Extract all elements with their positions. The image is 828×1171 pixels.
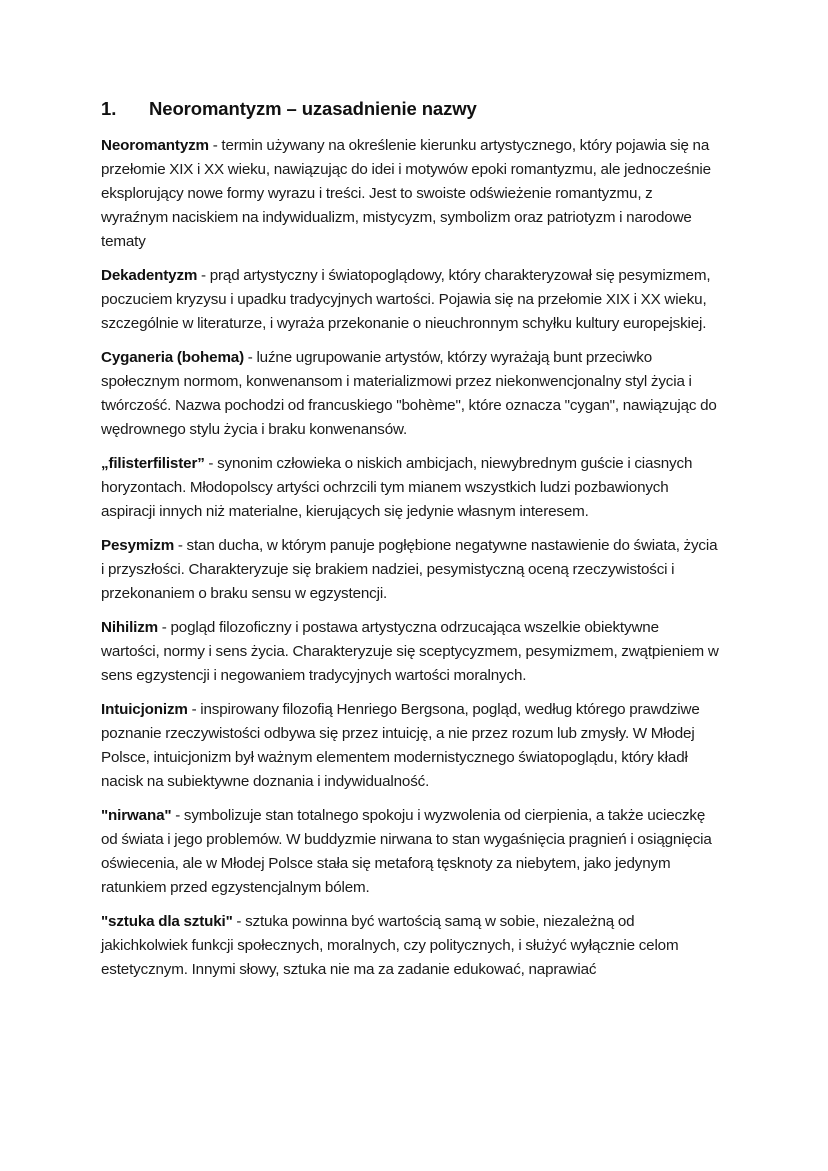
term: Intuicjonizm — [101, 701, 188, 718]
definition: - synonim człowieka o niskich ambicjach, niewybrednym guście i ciasnych horyzontach. Młodopolscy artyści ochrzcili tym mianem wszystkich ludzi pozbawionych aspiracji innych niż materialne, kierujących się jedynie własnym interesem. — [101, 455, 693, 520]
definition-entry-nirwana — [101, 804, 721, 900]
definition-entry-neoromantyzm — [101, 134, 721, 254]
definition: - stan ducha, w którym panuje pogłębione negatywne nastawienie do świata, życia i przyszłości. Charakteryzuje się brakiem nadziei, pesymistyczną oceną rzeczywistości i przekonaniem o braku sensu w egzystencji. — [101, 537, 718, 602]
section-title: Neoromantyzm – uzasadnienie nazwy — [149, 98, 477, 119]
definition-entry-pesymizm — [101, 534, 721, 606]
term: Pesymizm — [101, 537, 175, 554]
definition-entry-dekadentyzm — [101, 264, 721, 336]
definition: - symbolizuje stan totalnego spokoju i wyzwolenia od cierpienia, a także ucieczkę od świata i jego problemów. W buddyzmie nirwana to stan wygaśnięcia pragnień i osiągnięcia oświecenia, ale w Młodej Polsce stała się metaforą tęsknoty za niebytem, jako jedynym ratunkiem przed egzystencjalnym bólem. — [101, 807, 712, 896]
term: Nihilizm — [101, 619, 159, 636]
term: Neoromantyzm — [101, 137, 209, 154]
definition: - inspirowany filozofią Henriego Bergsona, pogląd, według którego prawdziwe poznanie rzeczywistości odbywa się przez intuicję, a nie przez rozum lub zmysły. W Młodej Polsce, intuicjonizm był ważnym elementem modernistycznego światopoglądu, który kładł nacisk na subiektywne doznania i indywidualność. — [101, 701, 700, 790]
term: Dekadentyzm — [101, 267, 198, 284]
definition: - luźne ugrupowanie artystów, którzy wyrażają bunt przeciwko społecznym normom, konwenansom i materializmowi przez niekonwencjonalny styl życia i twórczość. Nazwa pochodzi od francuskiego "bohème", które oznacza "cygan", nawiązując do wędrownego stylu życia i braku konwenansów. — [101, 349, 717, 438]
term: „filisterfilister” — [101, 455, 205, 472]
term: "nirwana" — [101, 807, 172, 824]
definition-entry-filister — [101, 452, 721, 524]
definition: - pogląd filozoficzny i postawa artystyczna odrzucająca wszelkie obiektywne wartości, normy i sens życia. Charakteryzuje się sceptycyzmem, pesymizmem, zwątpieniem w sens egzystencji i negowaniem tradycyjnych wartości moralnych. — [101, 619, 719, 684]
term: "sztuka dla sztuki" — [101, 913, 233, 930]
definition-entry-intuicjonizm — [101, 698, 721, 794]
definition: - prąd artystyczny i światopoglądowy, który charakteryzował się pesymizmem, poczuciem kryzysu i upadku tradycyjnych wartości. Pojawia się na przełomie XIX i XX wieku, szczególnie w literaturze, i wyraża przekonanie o nieuchronnym schyłku kultury europejskiej. — [101, 267, 711, 332]
definition: - sztuka powinna być wartością samą w sobie, niezależną od jakichkolwiek funkcji społecznych, moralnych, czy politycznych, i służyć wyłącznie celom estetycznym. Innymi słowy, sztuka nie ma za zadanie edukować, naprawiać — [101, 913, 679, 978]
definition-entry-sztuka-dla-sztuki — [101, 910, 721, 982]
section-heading — [101, 98, 721, 120]
document-page — [101, 98, 721, 992]
section-number: 1. — [101, 98, 117, 119]
definition-entry-nihilizm — [101, 616, 721, 688]
definition: - termin używany na określenie kierunku artystycznego, który pojawia się na przełomie XIX i XX wieku, nawiązując do idei i motywów epoki romantyzmu, ale jednocześnie eksplorujący nowe formy wyrazu i treści. Jest to swoiste odświeżenie romantyzmu, z wyraźnym naciskiem na indywidualizm, mistycyzm, symbolizm oraz patriotyzm i narodowe tematy — [101, 137, 711, 250]
definition-entry-cyganeria — [101, 346, 721, 442]
term: Cyganeria (bohema) — [101, 349, 245, 366]
